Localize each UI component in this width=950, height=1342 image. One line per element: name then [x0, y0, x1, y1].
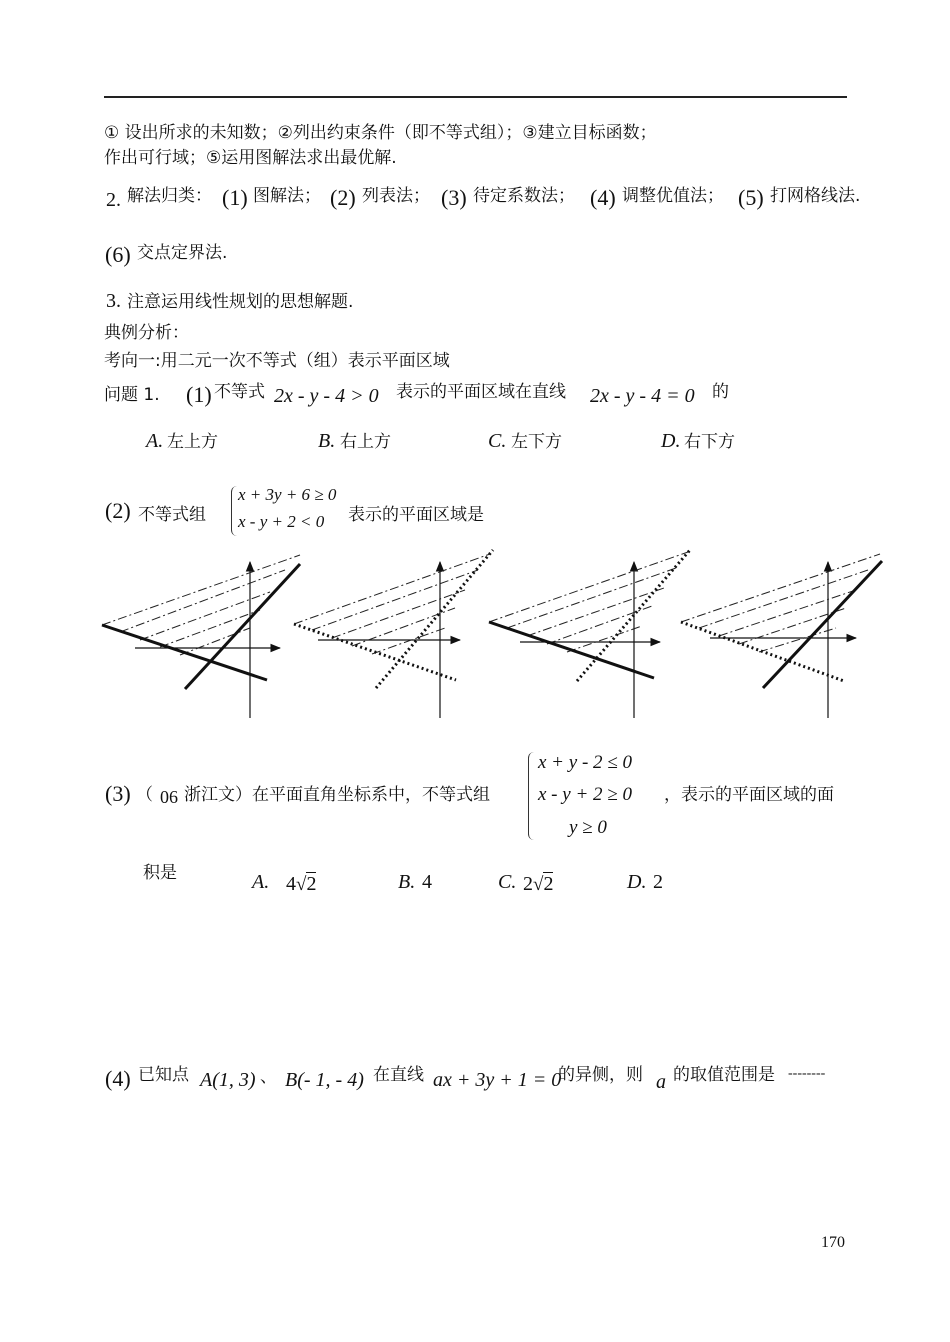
- item2-method-5: 打网格线法.: [770, 186, 861, 206]
- item2-method-6: 交点定界法.: [137, 243, 228, 263]
- intro-line-2: 作出可行域；⑤运用图解法求出最优解.: [104, 148, 397, 168]
- p2-system-line-1: x + 3y + 6 ≥ 0: [238, 485, 337, 504]
- p4-point-b: B(- 1, - 4): [285, 1069, 364, 1091]
- p1-option-c-text: 左下方: [511, 432, 562, 452]
- page-number: 170: [821, 1234, 845, 1251]
- p4-line-equation: ax + 3y + 1 = 0: [433, 1069, 562, 1091]
- p2-text-2: 表示的平面区域是: [348, 505, 484, 525]
- item2-mark-6: (6): [105, 242, 131, 267]
- graph-option-c: [489, 550, 690, 718]
- p4-text-4: 的取值范围是: [673, 1065, 775, 1085]
- p1-option-b-letter: B.: [318, 430, 336, 452]
- p3-option-b-value: 4: [422, 871, 432, 893]
- p1-option-d-letter: D.: [661, 430, 681, 452]
- example-heading: 典例分析：: [104, 323, 189, 343]
- p1-option-d-text: 右下方: [684, 432, 735, 452]
- p2-text-1: 不等式组: [138, 505, 206, 525]
- p4-text-3: 的异侧，则: [558, 1065, 643, 1085]
- item2-mark-4: (4): [590, 185, 616, 210]
- item2-method-1: 图解法；: [253, 186, 321, 206]
- p3-system-line-1: x + y - 2 ≤ 0: [538, 752, 632, 773]
- p1-text-2: 表示的平面区域在直线: [396, 382, 566, 402]
- item2-method-3: 待定系数法；: [473, 186, 575, 206]
- p3-text-1: 浙江文）在平面直角坐标系中，不等式组: [184, 785, 490, 805]
- p1-text-3: 的: [712, 382, 729, 402]
- p3-year: 06: [160, 787, 178, 807]
- p4-mark: (4): [105, 1066, 131, 1091]
- p4-answer-blank: --------: [788, 1066, 826, 1081]
- p3-text-3: 积是: [143, 863, 177, 883]
- p1-option-c-letter: C.: [488, 430, 507, 452]
- p4-separator: 、: [260, 1067, 277, 1087]
- item3-number: 3.: [106, 290, 121, 312]
- p1-mark: (1): [186, 382, 212, 407]
- p1-option-a-text: 左上方: [167, 432, 218, 452]
- item2-mark-1: (1): [222, 185, 248, 210]
- item2-label: 解法归类：: [127, 186, 212, 206]
- item2-mark-5: (5): [738, 185, 764, 210]
- intro-line-1: ① 设出所求的未知数；②列出约束条件（即不等式组）；③建立目标函数；: [104, 123, 657, 143]
- header-rule: [104, 96, 847, 98]
- p3-option-a-letter: A.: [252, 871, 270, 893]
- item2-number: 2.: [106, 189, 121, 211]
- p1-option-b-text: 右上方: [340, 432, 391, 452]
- p3-option-b-letter: B.: [398, 871, 416, 893]
- item3-text: 注意运用线性规划的思想解题.: [127, 292, 354, 312]
- p2-mark: (2): [105, 498, 131, 523]
- p3-option-a-value: 4√2: [286, 873, 317, 895]
- p3-brace: [528, 752, 536, 840]
- p4-text-2: 在直线: [373, 1065, 424, 1085]
- graph-option-d: [681, 554, 882, 718]
- p3-text-2: ，表示的平面区域的面: [664, 785, 834, 805]
- p3-mark: (3): [105, 781, 131, 806]
- p1-line-equation: 2x - y - 4 = 0: [590, 385, 695, 407]
- p3-system-line-2: x - y + 2 ≥ 0: [538, 784, 632, 805]
- item2-method-4: 调整优值法；: [622, 186, 724, 206]
- direction-heading: 考向一:用二元一次不等式（组）表示平面区域: [104, 351, 450, 371]
- p1-inequality: 2x - y - 4 > 0: [274, 385, 379, 407]
- item2-mark-2: (2): [330, 185, 356, 210]
- p4-point-a: A(1, 3): [200, 1069, 256, 1091]
- graph-option-a: [102, 555, 300, 718]
- p3-system-line-3: y ≥ 0: [569, 817, 607, 838]
- item2-method-2: 列表法；: [362, 186, 430, 206]
- problem-1-label: 问题 1.: [104, 385, 160, 405]
- p3-option-d-letter: D.: [627, 871, 647, 893]
- p1-text-1: 不等式: [214, 382, 265, 402]
- p3-paren-open: （: [136, 785, 153, 805]
- p3-option-c-letter: C.: [498, 871, 517, 893]
- p2-option-graphs: [0, 540, 950, 740]
- p2-brace: [231, 486, 238, 536]
- p4-variable: a: [656, 1071, 666, 1093]
- p4-text-1: 已知点: [138, 1065, 189, 1085]
- p1-option-a-letter: A.: [146, 430, 164, 452]
- item2-mark-3: (3): [441, 185, 467, 210]
- p2-system-line-2: x - y + 2 < 0: [238, 512, 325, 531]
- p3-option-c-value: 2√2: [523, 873, 554, 895]
- p3-option-d-value: 2: [653, 871, 663, 893]
- graph-option-b: [294, 550, 493, 718]
